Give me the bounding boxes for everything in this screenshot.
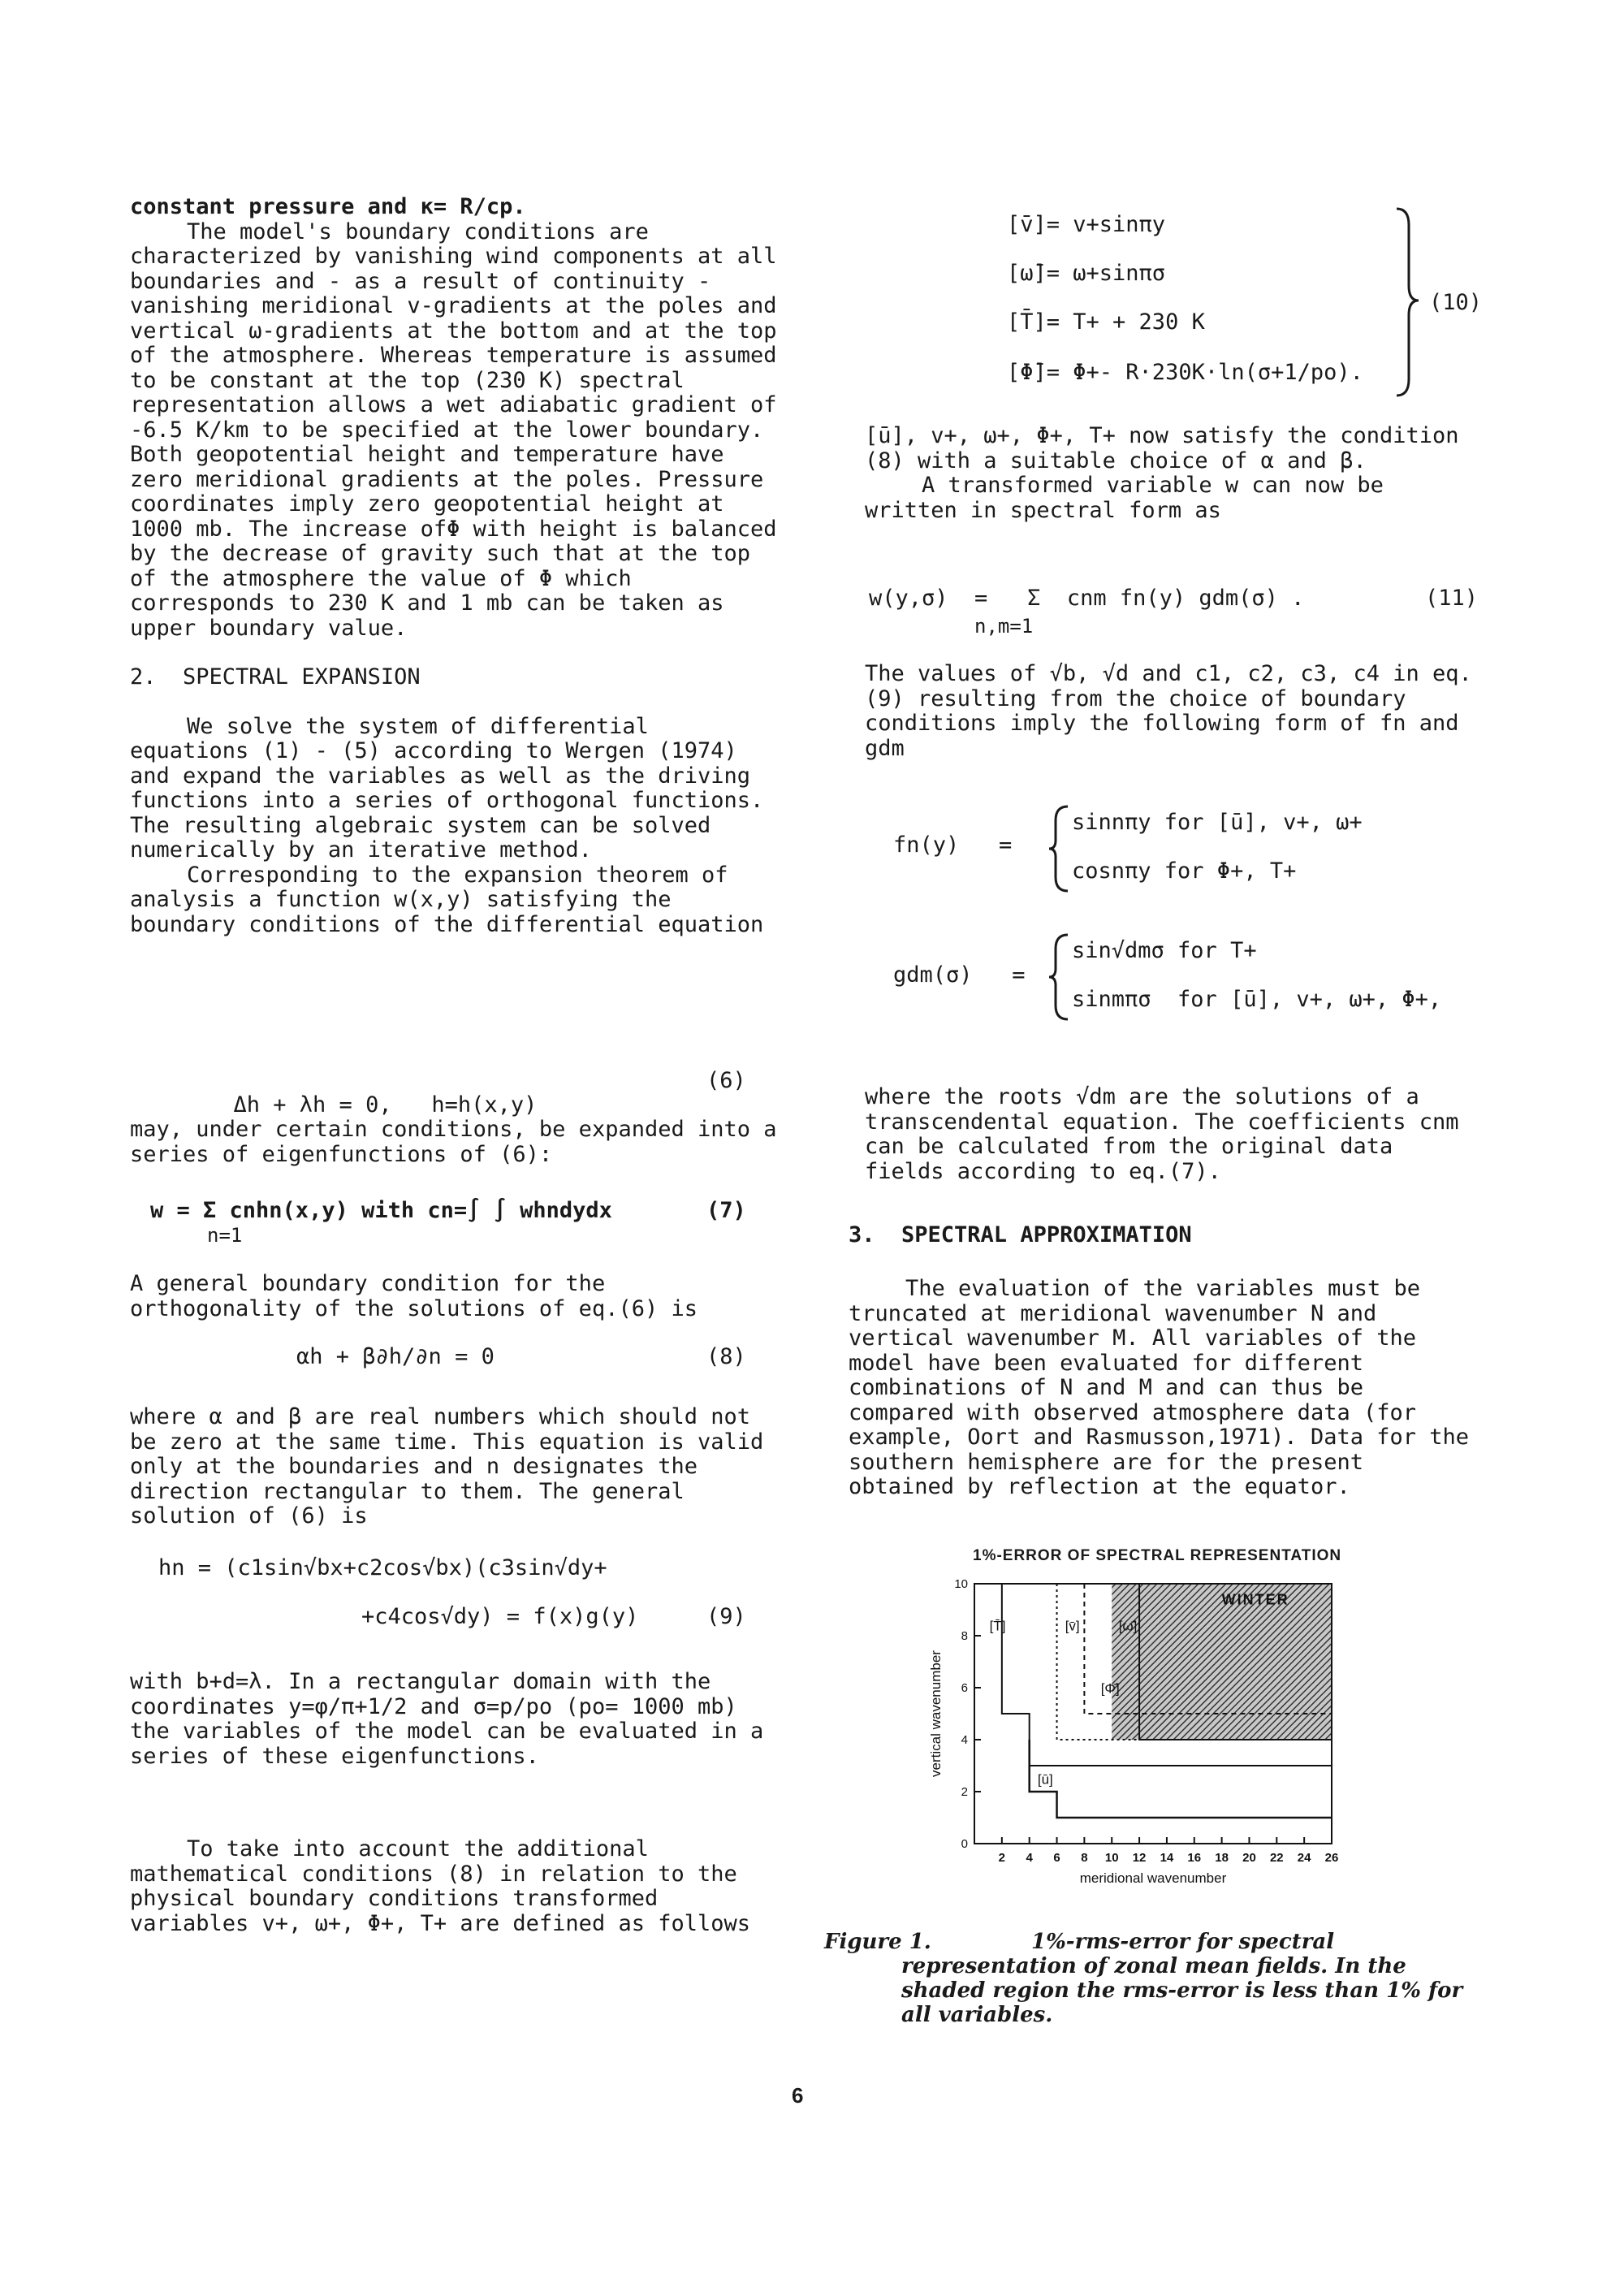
gd-brace [1047,932,1072,1022]
gd-case-2: sinmπσ for [ū], v+, ω+, Φ+, [1072,987,1442,1012]
equation-10-a: [v̄]= v+sinπy [1007,212,1166,237]
equation-9-number: (9) [706,1604,746,1629]
section-2-heading: 2. SPECTRAL EXPANSION [130,664,421,690]
right-para-3: The values of √b, √d and c1, c2, c3, c4 in eq. (9) resulting from the choice of boundary conditions imply the following form of fn and gdm [865,661,1486,761]
fn-definition-lhs: fn(y) = [893,832,1013,858]
y-tick-label: 2 [961,1785,968,1799]
left-column [130,194,790,937]
figure-caption: 1%-rms-error for spectral representation of zonal mean fields. In the shaded region the rms-error is less than 1% for all variables. [901,1930,1463,2027]
series-label: [ω̄] [1118,1618,1138,1634]
x-tick-label: 12 [1132,1851,1147,1865]
fn-case-1: sinnπy for [ū], v+, ω+ [1072,810,1363,835]
right-para-4: where the roots √dm are the solutions of a transcendental equation. The coefficients cnm can be calculated from the original data fields according to eq.(7). [865,1084,1472,1184]
equation-10-b: [ω̄]= ω+sinπσ [1007,261,1166,286]
x-tick-label: 6 [1053,1851,1060,1865]
left-para-5: may, under certain conditions, be expanded into a series of eigenfunctions of (6): [130,1117,790,1167]
equation-7-number: (7) [706,1198,746,1223]
x-tick-label: 16 [1187,1851,1202,1865]
series-line [1030,1740,1332,1818]
equation-10-number: (10) [1429,290,1483,315]
y-tick-label: 6 [961,1681,968,1695]
y-axis-label: vertical wavenumber [928,1650,944,1777]
shaded-region-label: WINTER [1221,1591,1289,1608]
equation-10-c: [T̄]= T+ + 230 K [1007,309,1205,335]
equation-7-sub: n=1 [207,1224,243,1247]
x-tick-label: 26 [1324,1851,1339,1865]
y-tick-label: 0 [961,1837,968,1851]
equation-9-line-2: +c4cos√dy) = f(x)g(y) [361,1604,639,1629]
x-tick-label: 14 [1160,1851,1174,1865]
x-tick-label: 4 [1026,1851,1033,1865]
left-para-7: where α and β are real numbers which should not be zero at the same time. This equation is valid only at the boundaries and n designates the direction rectangular to them. The general solution of (6) is [130,1404,777,1529]
x-axis-label: meridional wavenumber [1079,1870,1227,1886]
y-tick-label: 10 [954,1577,968,1591]
x-tick-label: 2 [998,1851,1006,1865]
section-3-heading: 3. SPECTRAL APPROXIMATION [849,1222,1192,1247]
left-para-3: We solve the system of differential equations (1) - (5) according to Wergen (1974) and expand the variables as well as the driving functions into a series of orthogonal functions. The resulting algebraic system can be solved numerically by an iterative method. [130,713,777,863]
x-tick-label: 8 [1081,1851,1088,1865]
x-tick-label: 18 [1215,1851,1229,1865]
equation-11: w(y,σ) = Σ cnm fn(y) gdm(σ) . [869,586,1305,611]
right-para-5: The evaluation of the variables must be truncated at meridional wavenumber N and vertical wavenumber M. All variables of the model have been evaluated for different combinations of N and M and can thus be compared with observed atmosphere data (for example, Oort and Rasmusson,1971). Data for the southern hemisphere are for the present obtained by reflection at the equator. [849,1276,1483,1499]
left-para-2: The model's boundary conditions are characterized by vanishing wind components at all boundaries and - as a result of continuity - vanishing meridional v-gradients at the poles and vertical ω-gradients at the bottom and at the top of the atmosphere. Whereas temperature is assumed to be constant at the top (230 K) spectral representation allows a wet adiabatic gradient of -6.5 K/km to be specified at the lower boundary. Both geopotential height and temperature have zero meridional gradients at the poles. Pressure coordinates imply zero geopotential height at 1000 mb. The increase ofΦ with height is balanced by the decrease of gravity such that at the top of the atmosphere the value of Φ which corresponds to 230 K and 1 mb can be taken as upper boundary value. [130,218,790,641]
gd-definition-lhs: gdm(σ) = [893,962,1026,988]
series-label: [Φ̄] [1100,1680,1120,1697]
equation-9-line-1: hn = (c1sin√bx+c2cos√bx)(c3sin√dy+ [158,1555,607,1580]
fn-brace [1047,804,1072,893]
left-para-1: constant pressure and κ= R/cp. [130,194,526,219]
figure-1-chart [918,1567,1372,1925]
x-tick-label: 24 [1297,1851,1311,1865]
equation-11-number: (11) [1425,586,1479,611]
series-label: [T̄] [989,1618,1006,1634]
equation-6: Δh + λh = 0, h=h(x,y) [233,1092,538,1118]
series-label: [v̄] [1065,1618,1080,1634]
right-column-top [865,424,1482,523]
equation-11-sub: n,m=1 [974,615,1034,638]
y-tick-label: 8 [961,1629,968,1643]
left-para-4: Corresponding to the expansion theorem of analysis a function w(x,y) satisfying the boundary conditions of the differential equation [130,862,764,937]
equation-8: αh + β∂h/∂n = 0 [296,1344,495,1369]
x-tick-label: 22 [1269,1851,1284,1865]
fn-case-2: cosnπy for Φ+, T+ [1072,858,1297,884]
equation-7: w = Σ cnhn(x,y) with cn=∫ ∫ whndydx [150,1198,612,1223]
left-para-6: A general boundary condition for the orthogonality of the solutions of eq.(6) is [130,1271,698,1321]
equation-10-brace [1393,205,1425,400]
equation-8-number: (8) [706,1344,746,1369]
left-para-8: with b+d=λ. In a rectangular domain with the coordinates y=φ/π+1/2 and σ=p/po (po= 1000 mb) the variables of the model can be evaluated in a series of these eigenfunctions. [130,1669,777,1769]
x-tick-label: 20 [1242,1851,1256,1865]
equation-10-d: [Φ̄]= Φ+- R·230K·ln(σ+1/po). [1007,360,1363,385]
right-para-2: A transformed variable w can now be written in spectral form as [865,473,1397,523]
equation-6-number: (6) [706,1068,746,1093]
figure-caption-label: Figure 1. [824,1930,931,1954]
figure-title: 1%-ERROR OF SPECTRAL REPRESENTATION [973,1547,1342,1564]
series-label: [ū] [1037,1771,1053,1788]
left-para-9: To take into account the additional mathematical conditions (8) in relation to the physical boundary conditions transformed variables v+, ω+, Φ+, T+ are defined as follows [130,1836,751,1936]
page-number: 6 [792,2083,804,2108]
gd-case-1: sin√dmσ for T+ [1072,938,1257,963]
x-tick-label: 10 [1104,1851,1119,1865]
y-tick-label: 4 [961,1733,968,1747]
right-para-1: [ū], v+, ω+, Φ+, T+ now satisfy the condition (8) with a suitable choice of α and β. [865,423,1472,473]
